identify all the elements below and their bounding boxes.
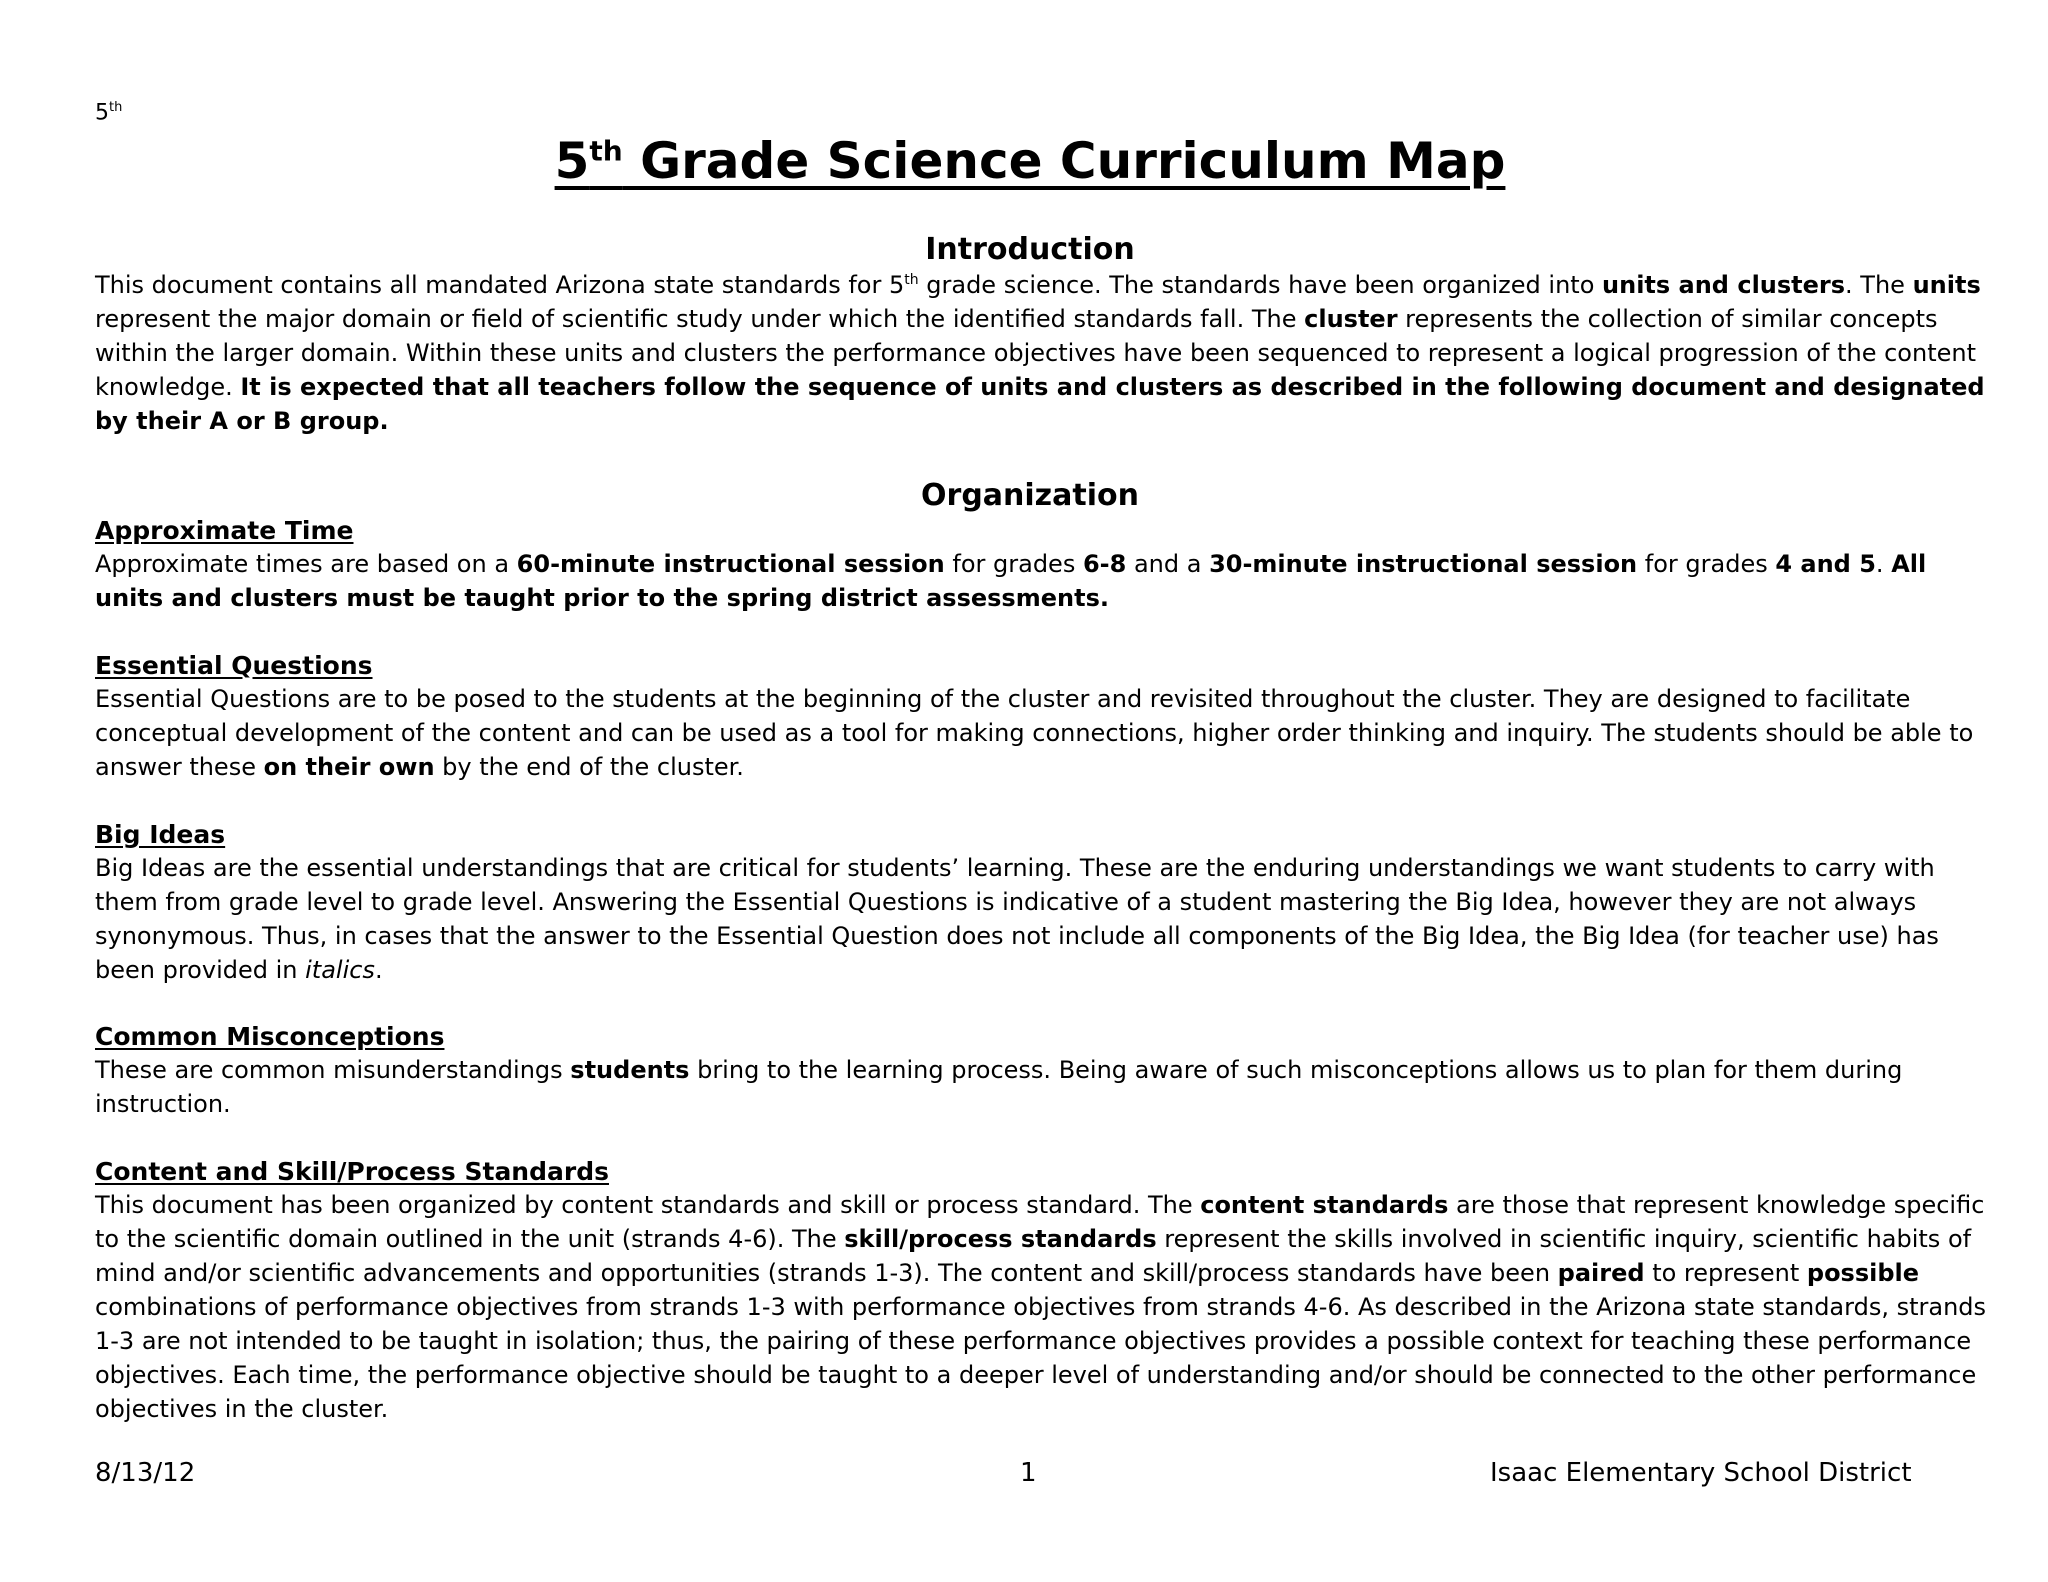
essential-questions-heading: Essential Questions: [95, 651, 373, 680]
big-ideas-paragraph: Big Ideas are the essential understandings that are critical for students’ learning. These are the enduring understandings we want students to carry with them from grade level to grade level. Answering the Essential Questions is indicative of a student mastering the Big Idea, however they are not always synonymous. Thus, in cases that the answer to the Essential Question does not include all components of the Big Idea, the Big Idea (for teacher use) has been provided in italics.: [95, 854, 1939, 984]
approximate-time-paragraph: Approximate times are based on a 60-minute instructional session for grades 6-8 and a 30-minute instructional session for grades 4 and 5. All units and clusters must be taught prior to the spring district assessments.: [95, 550, 1927, 612]
big-ideas-heading: Big Ideas: [95, 820, 226, 849]
common-misconceptions-heading: Common Misconceptions: [95, 1022, 445, 1051]
footer-district: Isaac Elementary School District: [1490, 1458, 1912, 1488]
approximate-time-heading: Approximate Time: [95, 516, 354, 545]
introduction-heading: Introduction: [925, 232, 1135, 267]
footer-date: 8/13/12: [95, 1458, 196, 1488]
organization-heading: Organization: [921, 478, 1139, 513]
essential-questions-paragraph: Essential Questions are to be posed to the students at the beginning of the cluster and revisited throughout the cluster. They are designed to facilitate conceptual development of the content and can be used as a tool for making connections, higher order thinking and inquiry. The students should be able to answer these on their own by the end of the cluster.: [95, 685, 1974, 781]
common-misconceptions-paragraph: These are common misunderstandings students bring to the learning process. Being aware of such misconceptions allows us to plan for them during instruction.: [95, 1056, 1903, 1118]
document-page: [95, 0, 1987, 1582]
page-title: 5th Grade Science Curriculum Map: [554, 132, 1506, 190]
introduction-paragraph: This document contains all mandated Arizona state standards for 5th grade science. The standards have been organized into units and clusters. The units represent the major domain or field of scientific study under which the identified standards fall. The cluster represents the collection of similar concepts within the larger domain. Within these units and clusters the performance objectives have been sequenced to represent a logical progression of the content knowledge. It is expected that all teachers follow the sequence of units and clusters as described in the following document and designated by their A or B group.: [95, 271, 1985, 435]
footer-page-number: 1: [1020, 1458, 1037, 1488]
content-skill-standards-paragraph: This document has been organized by content standards and skill or process standard. The content standards are those that represent knowledge specific to the scientific domain outlined in the unit (strands 4-6). The skill/process standards represent the skills involved in scientific inquiry, scientific habits of mind and/or scientific advancements and opportunities (strands 1-3). The content and skill/process standards have been paired to represent possible combinations of performance objectives from strands 1-3 with performance objectives from strands 4-6. As described in the Arizona state standards, strands 1-3 are not intended to be taught in isolation; thus, the pairing of these performance objectives provides a possible context for teaching these performance objectives. Each time, the performance objective should be taught to a deeper level of understanding and/or should be connected to the other performance objectives in the cluster.: [95, 1191, 1987, 1423]
content-skill-standards-heading: Content and Skill/Process Standards: [95, 1157, 609, 1186]
corner-grade-label: 5th: [95, 100, 123, 126]
